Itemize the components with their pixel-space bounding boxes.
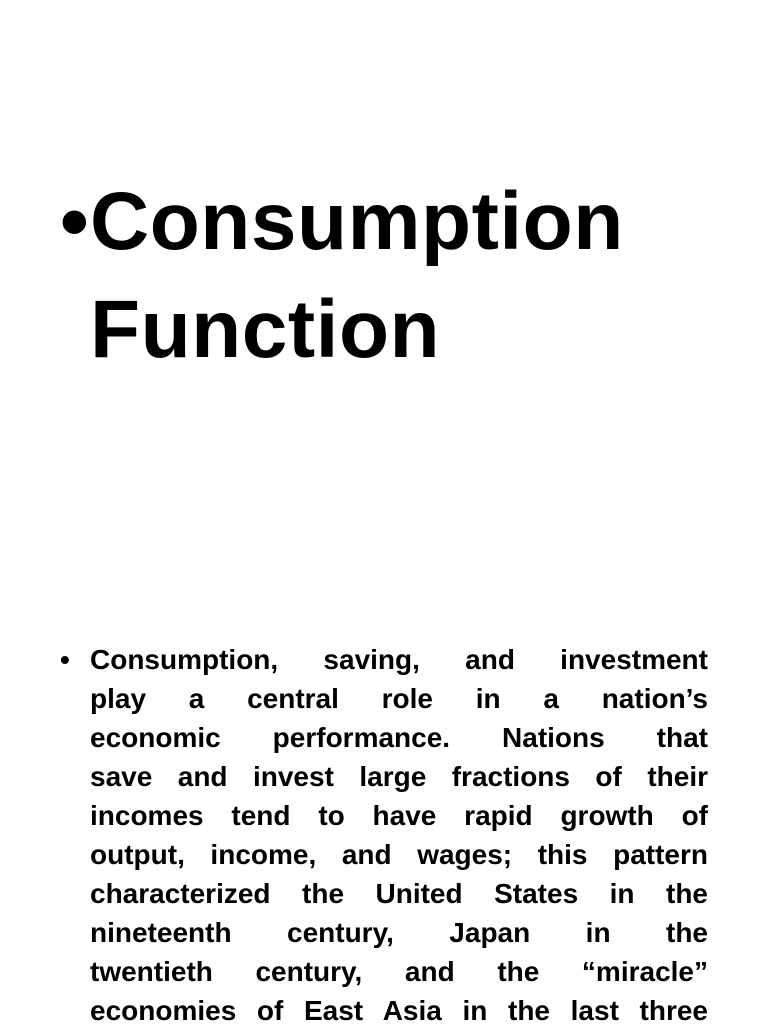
body-line: twentieth century, and the “miracle” bbox=[90, 956, 708, 987]
body-line: play a central role in a nation’s bbox=[90, 683, 708, 714]
body-line: economies of East Asia in the last three bbox=[90, 995, 708, 1026]
body-paragraph bbox=[60, 640, 708, 1030]
body-line: Consumption, saving, and investment bbox=[90, 644, 708, 675]
title-line: Function bbox=[90, 284, 441, 375]
slide-title bbox=[60, 168, 750, 384]
body-line: output, income, and wages; this pattern bbox=[90, 839, 708, 870]
body-text bbox=[90, 640, 708, 1030]
body-bullet-icon: • bbox=[60, 644, 70, 675]
body-line: economic performance. Nations that bbox=[90, 722, 708, 753]
body-line: characterized the United States in the bbox=[90, 878, 708, 909]
body-line: incomes tend to have rapid growth of bbox=[90, 800, 708, 831]
body-line: save and invest large fractions of their bbox=[90, 761, 708, 792]
title-bullet-icon: • bbox=[60, 176, 89, 267]
title-text bbox=[90, 168, 750, 384]
title-line: Consumption bbox=[90, 176, 624, 267]
body-line: nineteenth century, Japan in the bbox=[90, 917, 708, 948]
